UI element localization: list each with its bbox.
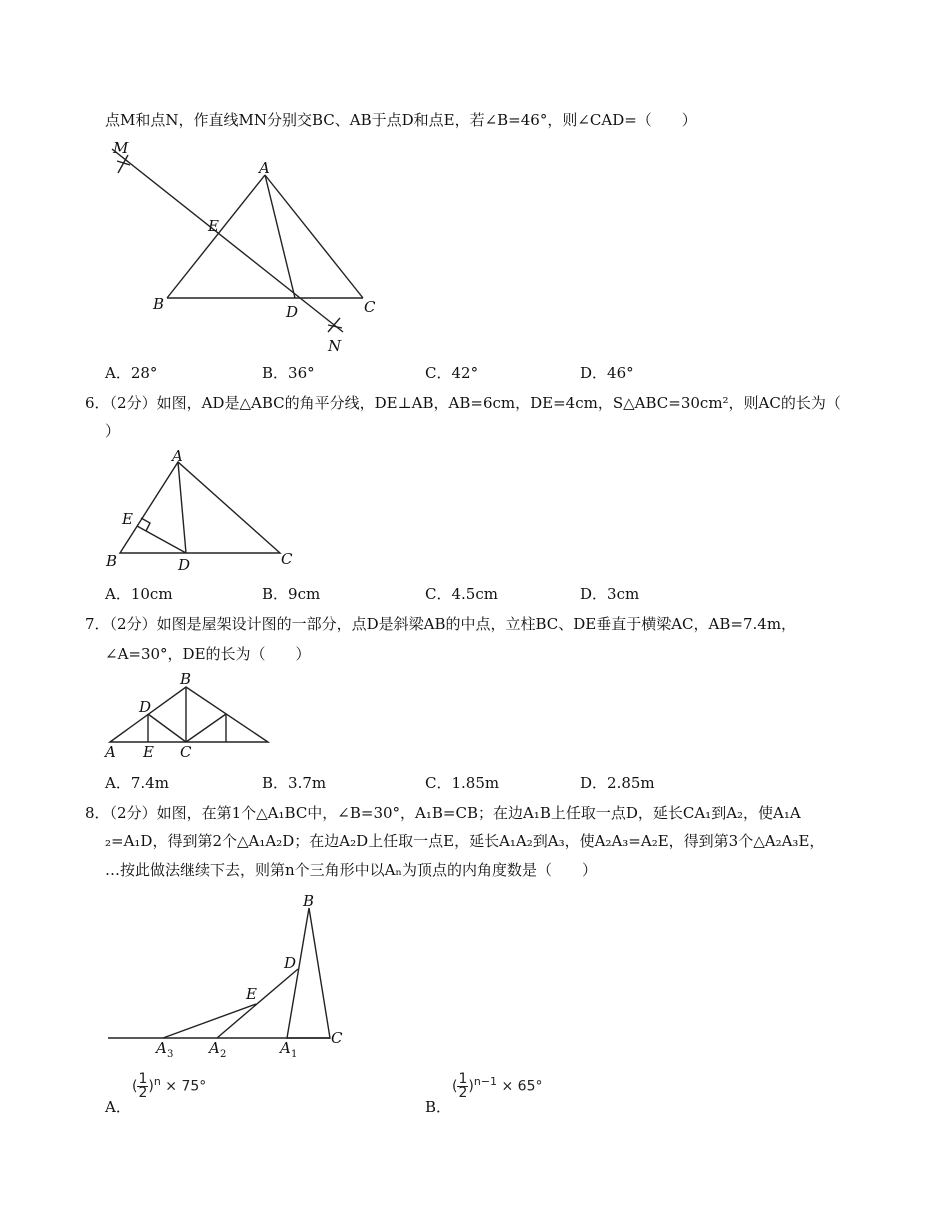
q8-label-c: C [331, 1029, 343, 1047]
q6-triangle-abc [120, 462, 280, 553]
q5-label-b: B [153, 295, 165, 313]
q8-text-line1: 8．（2分）如图，在第1个△A₁BC中，∠B=30°，A₁B=CB；在边A₁B上任取一点D，延长CA₁到A₂，使A₁A [85, 804, 801, 822]
q5-label-m: M [113, 139, 129, 157]
q5-label-n: N [328, 337, 342, 355]
q6-text-line2: ） [105, 422, 121, 440]
q5-label-e: E [208, 217, 219, 235]
q8-label-d: D [284, 954, 297, 972]
q6-segment-ad [178, 462, 186, 553]
q8-b-denominator: 2 [458, 1085, 468, 1101]
q7-brace-right [186, 714, 226, 742]
q8-b-numerator: 1 [458, 1071, 468, 1087]
q7-label-e: E [143, 743, 154, 761]
q7-roof-truss [110, 687, 268, 742]
q7-option-a: A．7.4m [105, 774, 169, 792]
q5-figure [100, 135, 400, 360]
q8-label-a1-sub: 1 [291, 1049, 298, 1060]
q8-a-exponent: n [153, 1074, 161, 1088]
q5-option-c: C．42° [425, 364, 479, 382]
q7-text-line1: 7．（2分）如图是屋架设计图的一部分，点D是斜梁AB的中点，立柱BC、DE垂直于横梁AC，AB=7.4m， [85, 615, 797, 633]
q8-label-e: E [246, 985, 257, 1003]
q8-option-b-formula: ( $\frac{1}{2}$ )$^{n-1}$ × 65° [452, 1071, 543, 1101]
q6-label-e: E [122, 510, 133, 528]
q5-label-d: D [286, 303, 299, 321]
q5-text-line1: 点M和点N，作直线MN分别交BC、AB于点D和点E，若∠B=46°，则∠CAD=（ ） [105, 111, 697, 129]
q6-option-a: A．10cm [105, 585, 173, 603]
q8-a-tail: × 75° [160, 1078, 207, 1095]
q8-label-a3-sub: 3 [167, 1049, 174, 1060]
q5-option-a: A．28° [105, 364, 158, 382]
q7-option-c: C．1.85m [425, 774, 500, 792]
q8-a-numerator: 1 [138, 1071, 148, 1087]
q8-label-b: B [303, 892, 315, 910]
q7-label-c: C [180, 743, 192, 761]
q7-text-line2: ∠A=30°，DE的长为（ ） [105, 645, 311, 663]
q6-option-b: B．9cm [262, 585, 321, 603]
q8-option-a-formula: ( $\frac{1}{2}$ )$^n$ × 75° [132, 1071, 207, 1101]
q6-label-d: D [178, 556, 191, 574]
q7-option-b: B．3.7m [262, 774, 327, 792]
q5-label-c: C [364, 298, 376, 316]
q6-option-d: D．3cm [580, 585, 640, 603]
q7-brace-dc [148, 714, 186, 742]
q8-figure [100, 888, 360, 1063]
q8-label-a2: A [209, 1039, 220, 1057]
q5-side-ab [167, 175, 265, 298]
q8-b-tail: × 65° [497, 1078, 543, 1095]
q6-segment-de [137, 526, 186, 553]
q8-segment-a3e [163, 1004, 256, 1038]
q8-segment-a2d [217, 969, 298, 1038]
q8-a-denominator: 2 [138, 1085, 148, 1101]
q6-label-c: C [281, 550, 293, 568]
q7-option-d: D．2.85m [580, 774, 655, 792]
q6-text-line1: 6．（2分）如图，AD是△ABC的角平分线，DE⊥AB，AB=6cm，DE=4cm，S△ABC=30cm²，则AC的长为（ [85, 394, 841, 412]
q7-figure [100, 668, 280, 763]
q5-option-d: D．46° [580, 364, 634, 382]
q8-text-line3: …按此做法继续下去，则第n个三角形中以Aₙ为顶点的内角度数是（ ） [105, 861, 597, 879]
q5-label-a: A [259, 159, 270, 177]
q8-label-a2-sub: 2 [220, 1049, 227, 1060]
q5-line-mn [112, 149, 343, 332]
q8-label-a1: A [280, 1039, 291, 1057]
q8-option-a-label: A． [105, 1098, 131, 1116]
q7-label-a: A [105, 743, 116, 761]
q7-label-b: B [180, 670, 192, 688]
q6-option-c: C．4.5cm [425, 585, 498, 603]
q6-label-b: B [106, 552, 118, 570]
q6-figure [100, 445, 300, 575]
q8-b-exponent: n−1 [473, 1074, 498, 1088]
q8-option-b-label: B． [425, 1098, 452, 1116]
q7-label-d: D [139, 698, 152, 716]
q5-option-b: B．36° [262, 364, 315, 382]
q8-text-line2: ₂=A₁D，得到第2个△A₁A₂D；在边A₂D上任取一点E，延长A₁A₂到A₃，使A₂A₃=A₂E，得到第3个△A₂A₃E， [105, 832, 825, 850]
q8-label-a3: A [156, 1039, 167, 1057]
q6-label-a: A [172, 447, 183, 465]
